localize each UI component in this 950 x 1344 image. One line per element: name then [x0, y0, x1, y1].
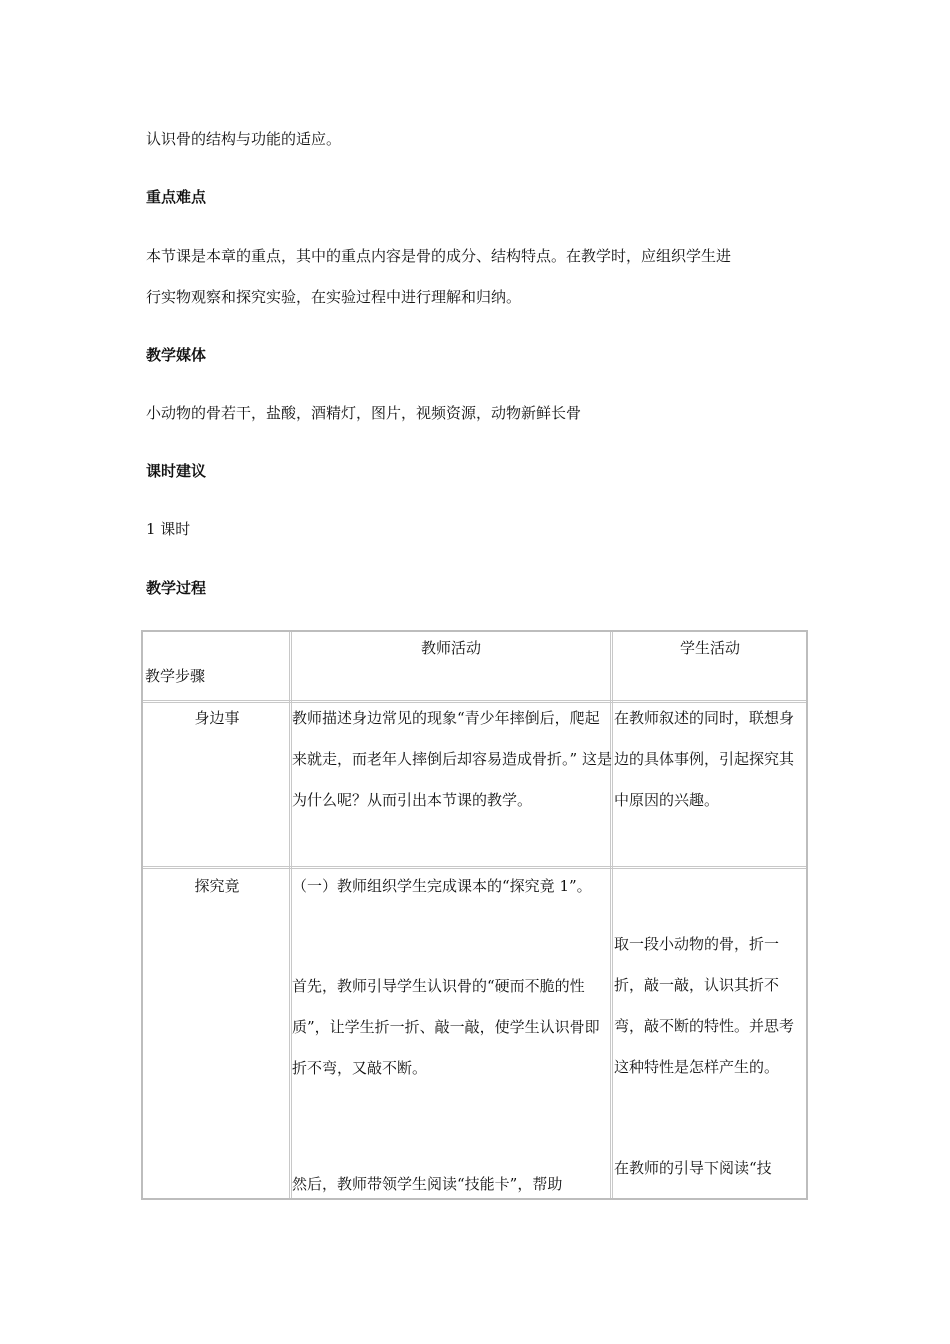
key-points-line-1: 本节课是本章的重点，其中的重点内容是骨的成分、结构特点。在教学时，应组织学生进	[146, 247, 732, 265]
header-teacher: 教师活动	[420, 639, 481, 657]
header-step: 教学步骤	[145, 667, 206, 685]
header-student: 学生活动	[679, 639, 740, 657]
heading-media: 教学媒体	[146, 346, 207, 364]
row1-student: 在教师叙述的同时，联想身边的具体事例，引起探究其中原因的兴趣。	[614, 709, 795, 809]
media-text: 小动物的骨若干，盐酸，酒精灯，图片，视频资源，动物新鲜长骨	[146, 404, 582, 422]
hours-text: 1 课时	[146, 520, 191, 538]
heading-process: 教学过程	[146, 579, 207, 597]
row1-step: 身边事	[194, 709, 240, 727]
row2-teacher-p2: 首先，教师引导学生认识骨的“硬而不脆的性质”，让学生折一折、敲一敲，使学生认识骨即折不弯，又敲不断。	[292, 977, 600, 1077]
heading-hours: 课时建议	[146, 462, 207, 480]
row2-teacher-p3: 然后，教师带领学生阅读“技能卡”，帮助	[292, 1175, 563, 1193]
intro-line: 认识骨的结构与功能的适应。	[146, 130, 342, 148]
key-points-line-2: 行实物观察和探究实验，在实验过程中进行理解和归纳。	[146, 288, 522, 306]
row2-student-p1: 取一段小动物的骨，折一折，敲一敲，认识其折不弯，敲不断的特性。并思考这种特性是怎样产生的。	[614, 935, 795, 1076]
row2-student-p2: 在教师的引导下阅读“技	[614, 1159, 772, 1177]
heading-key-points: 重点难点	[146, 188, 207, 206]
teaching-process-table	[141, 630, 808, 1200]
row1-teacher: 教师描述身边常见的现象“青少年摔倒后，爬起来就走，而老年人摔倒后却容易造成骨折。” 这是为什么呢？从而引出本节课的教学。	[292, 709, 612, 809]
row2-teacher-p1: （一）教师组织学生完成课本的“探究竟 1”。	[292, 877, 592, 895]
row2-step: 探究竟	[194, 877, 240, 895]
